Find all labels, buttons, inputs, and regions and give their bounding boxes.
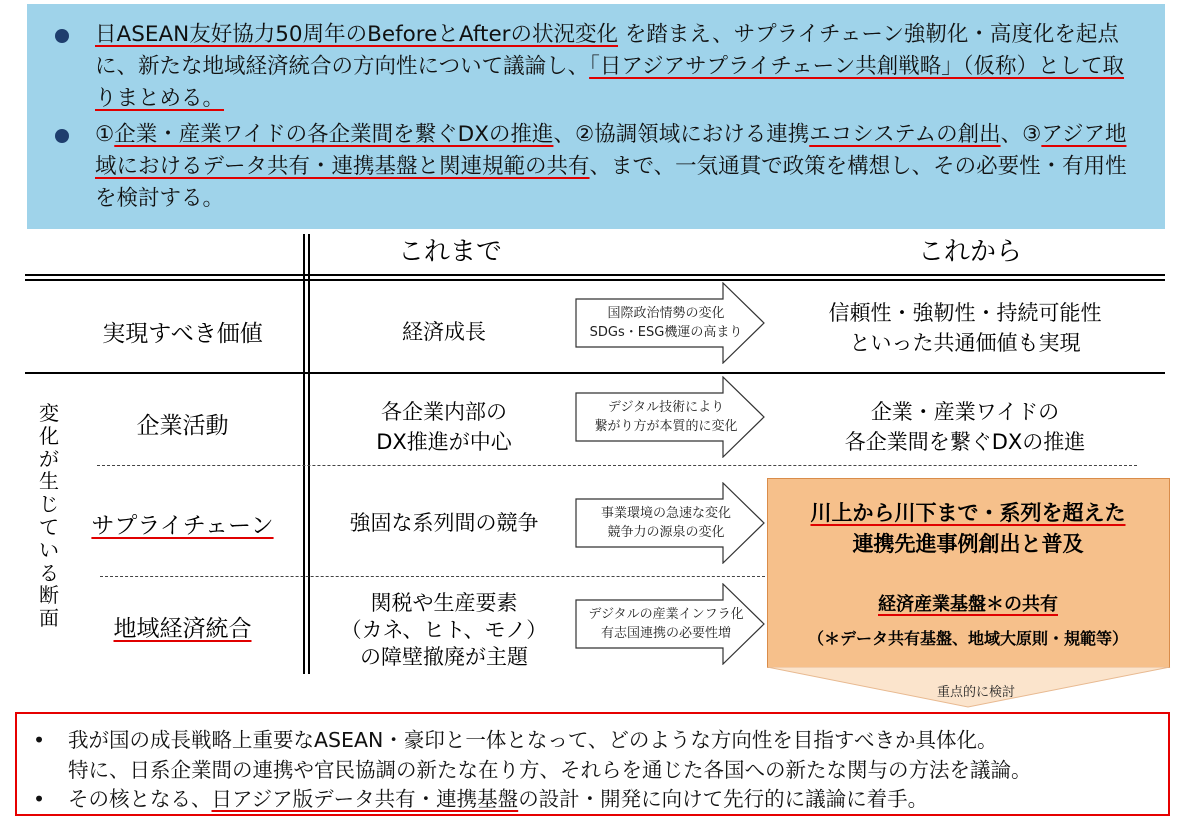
summary-paragraph-2 [95, 119, 1135, 215]
after-corporate-line: 各企業間を繋ぐDXの推進 [844, 430, 1086, 454]
summary-1-text: を踏まえ、サプライチェーン強靭化・高度化を起点に、新たな地域経済統合の方向性について議論し、 [95, 22, 1119, 79]
header-rule [25, 279, 1165, 281]
change-arrow [575, 583, 767, 665]
summary-2-text: 、まで、一気通貫で政策を構想し、その必要性・有用性を検討する。 [95, 154, 1127, 211]
summary-paragraph-1 [95, 19, 1135, 115]
after-supply-chain-line: 連携先進事例創出と普及 [852, 532, 1084, 556]
change-arrow [575, 282, 767, 364]
header-after: これから [917, 237, 1022, 267]
bullet-icon [55, 29, 69, 43]
before-corporate [318, 397, 570, 457]
after-value [780, 298, 1150, 358]
conclusion-text: の設計・開発に向けて先行的に議論に着手。 [518, 787, 929, 811]
summary-2-highlight-3: アジア地域におけるデータ共有・連携基盤と関連規範の共有 [95, 122, 1127, 179]
row-label-corporate: 企業活動 [136, 413, 229, 439]
conclusion-line-1: 我が国の成長戦略上重要なASEAN・豪印と一体となって、どのような方向性を目指すべきか具体化。 [68, 728, 998, 752]
before-supply-chain: 強固な系列間の競争 [349, 511, 539, 535]
conclusion-text: その核となる、 [68, 787, 212, 811]
row-label-value: 実現すべき価値 [102, 321, 263, 347]
arrow-text: 競争力の源泉の変化 [607, 525, 725, 540]
conclusion-highlight: 日アジア版データ共有・連携基盤 [211, 787, 519, 811]
after-supply-chain-line: 川上から川下まで・系列を超えた [810, 501, 1126, 525]
bullet-icon [55, 129, 69, 143]
before-corporate-line: DX推進が中心 [376, 430, 512, 454]
summary-2-text: 、③ [1000, 122, 1042, 147]
change-arrow-label [577, 398, 755, 436]
before-regional-line: 関税や生産要素 [370, 591, 518, 615]
arrow-text: 事業環境の急速な変化 [600, 506, 731, 521]
before-regional [318, 590, 570, 671]
header-rule [25, 274, 1165, 276]
row-divider-dashed [100, 576, 765, 577]
change-arrow-label [577, 504, 755, 542]
column-divider [308, 234, 310, 674]
after-regional-line: （＊データ共有基盤、地域大原則・規範等） [807, 629, 1128, 648]
conclusion-bullet-2: • [33, 787, 46, 811]
summary-1-highlight: 日ASEAN友好協力50周年のBeforeとAfterの状況変化 [95, 22, 619, 47]
change-arrow [575, 482, 767, 564]
before-value: 経済成長 [402, 320, 486, 344]
change-arrow-label [577, 304, 755, 342]
arrow-text: デジタルの産業インフラ化 [588, 607, 744, 622]
summary-2-text: 、②協調領域における連携 [553, 122, 810, 147]
summary-2-highlight-2: エコシステムの創出 [809, 122, 1001, 147]
summary-2-highlight-1: 企業・産業ワイドの各企業間を繋ぐDXの推進 [114, 122, 554, 147]
before-regional-line: の障壁撤廃が主題 [360, 645, 528, 669]
side-label: 変化が生じている断面 [39, 401, 59, 631]
row-divider [25, 372, 1165, 374]
after-corporate-line: 企業・産業ワイドの [870, 400, 1060, 424]
arrow-text: デジタル技術により [607, 400, 725, 415]
change-arrow-label [577, 605, 755, 643]
row-label-supply-chain: サプライチェーン [91, 513, 274, 539]
summary-1-strategy: 「日アジアサプライチェーン共創戦略」（仮称）として取りまとめる。 [95, 54, 1125, 111]
after-value-line: といった共通価値も実現 [849, 331, 1081, 355]
arrow-text: 繋がり方が本質的に変化 [594, 419, 738, 434]
change-arrow [575, 376, 767, 458]
column-divider [303, 234, 305, 674]
conclusion-line-3 [68, 785, 928, 813]
after-regional [770, 592, 1166, 652]
after-regional-line: 経済産業基盤＊の共有 [878, 594, 1058, 615]
after-supply-chain [770, 498, 1166, 560]
conclusion-bullet-1: • [33, 728, 46, 752]
focus-label: 重点的に検討 [936, 685, 1015, 700]
arrow-text: 有志国連携の必要性増 [600, 626, 731, 641]
summary-2-text: ① [95, 122, 115, 147]
row-divider-dashed [97, 465, 1137, 466]
arrow-text: 国際政治情勢の変化 [607, 306, 725, 321]
before-regional-line: （カネ、ヒト、モノ） [340, 618, 548, 642]
header-before: これまで [397, 237, 502, 267]
row-label-regional: 地域経済統合 [113, 616, 252, 642]
conclusion-line-2: 特に、日系企業間の連携や官民協調の新たな在り方、それらを通じた各国への新たな関与の方法を議論。 [68, 758, 1032, 782]
before-corporate-line: 各企業内部の [381, 400, 507, 424]
after-corporate [780, 397, 1150, 457]
arrow-text: SDGs・ESG機運の高まり [589, 325, 743, 340]
after-value-line: 信頼性・強靭性・持続可能性 [828, 301, 1102, 325]
